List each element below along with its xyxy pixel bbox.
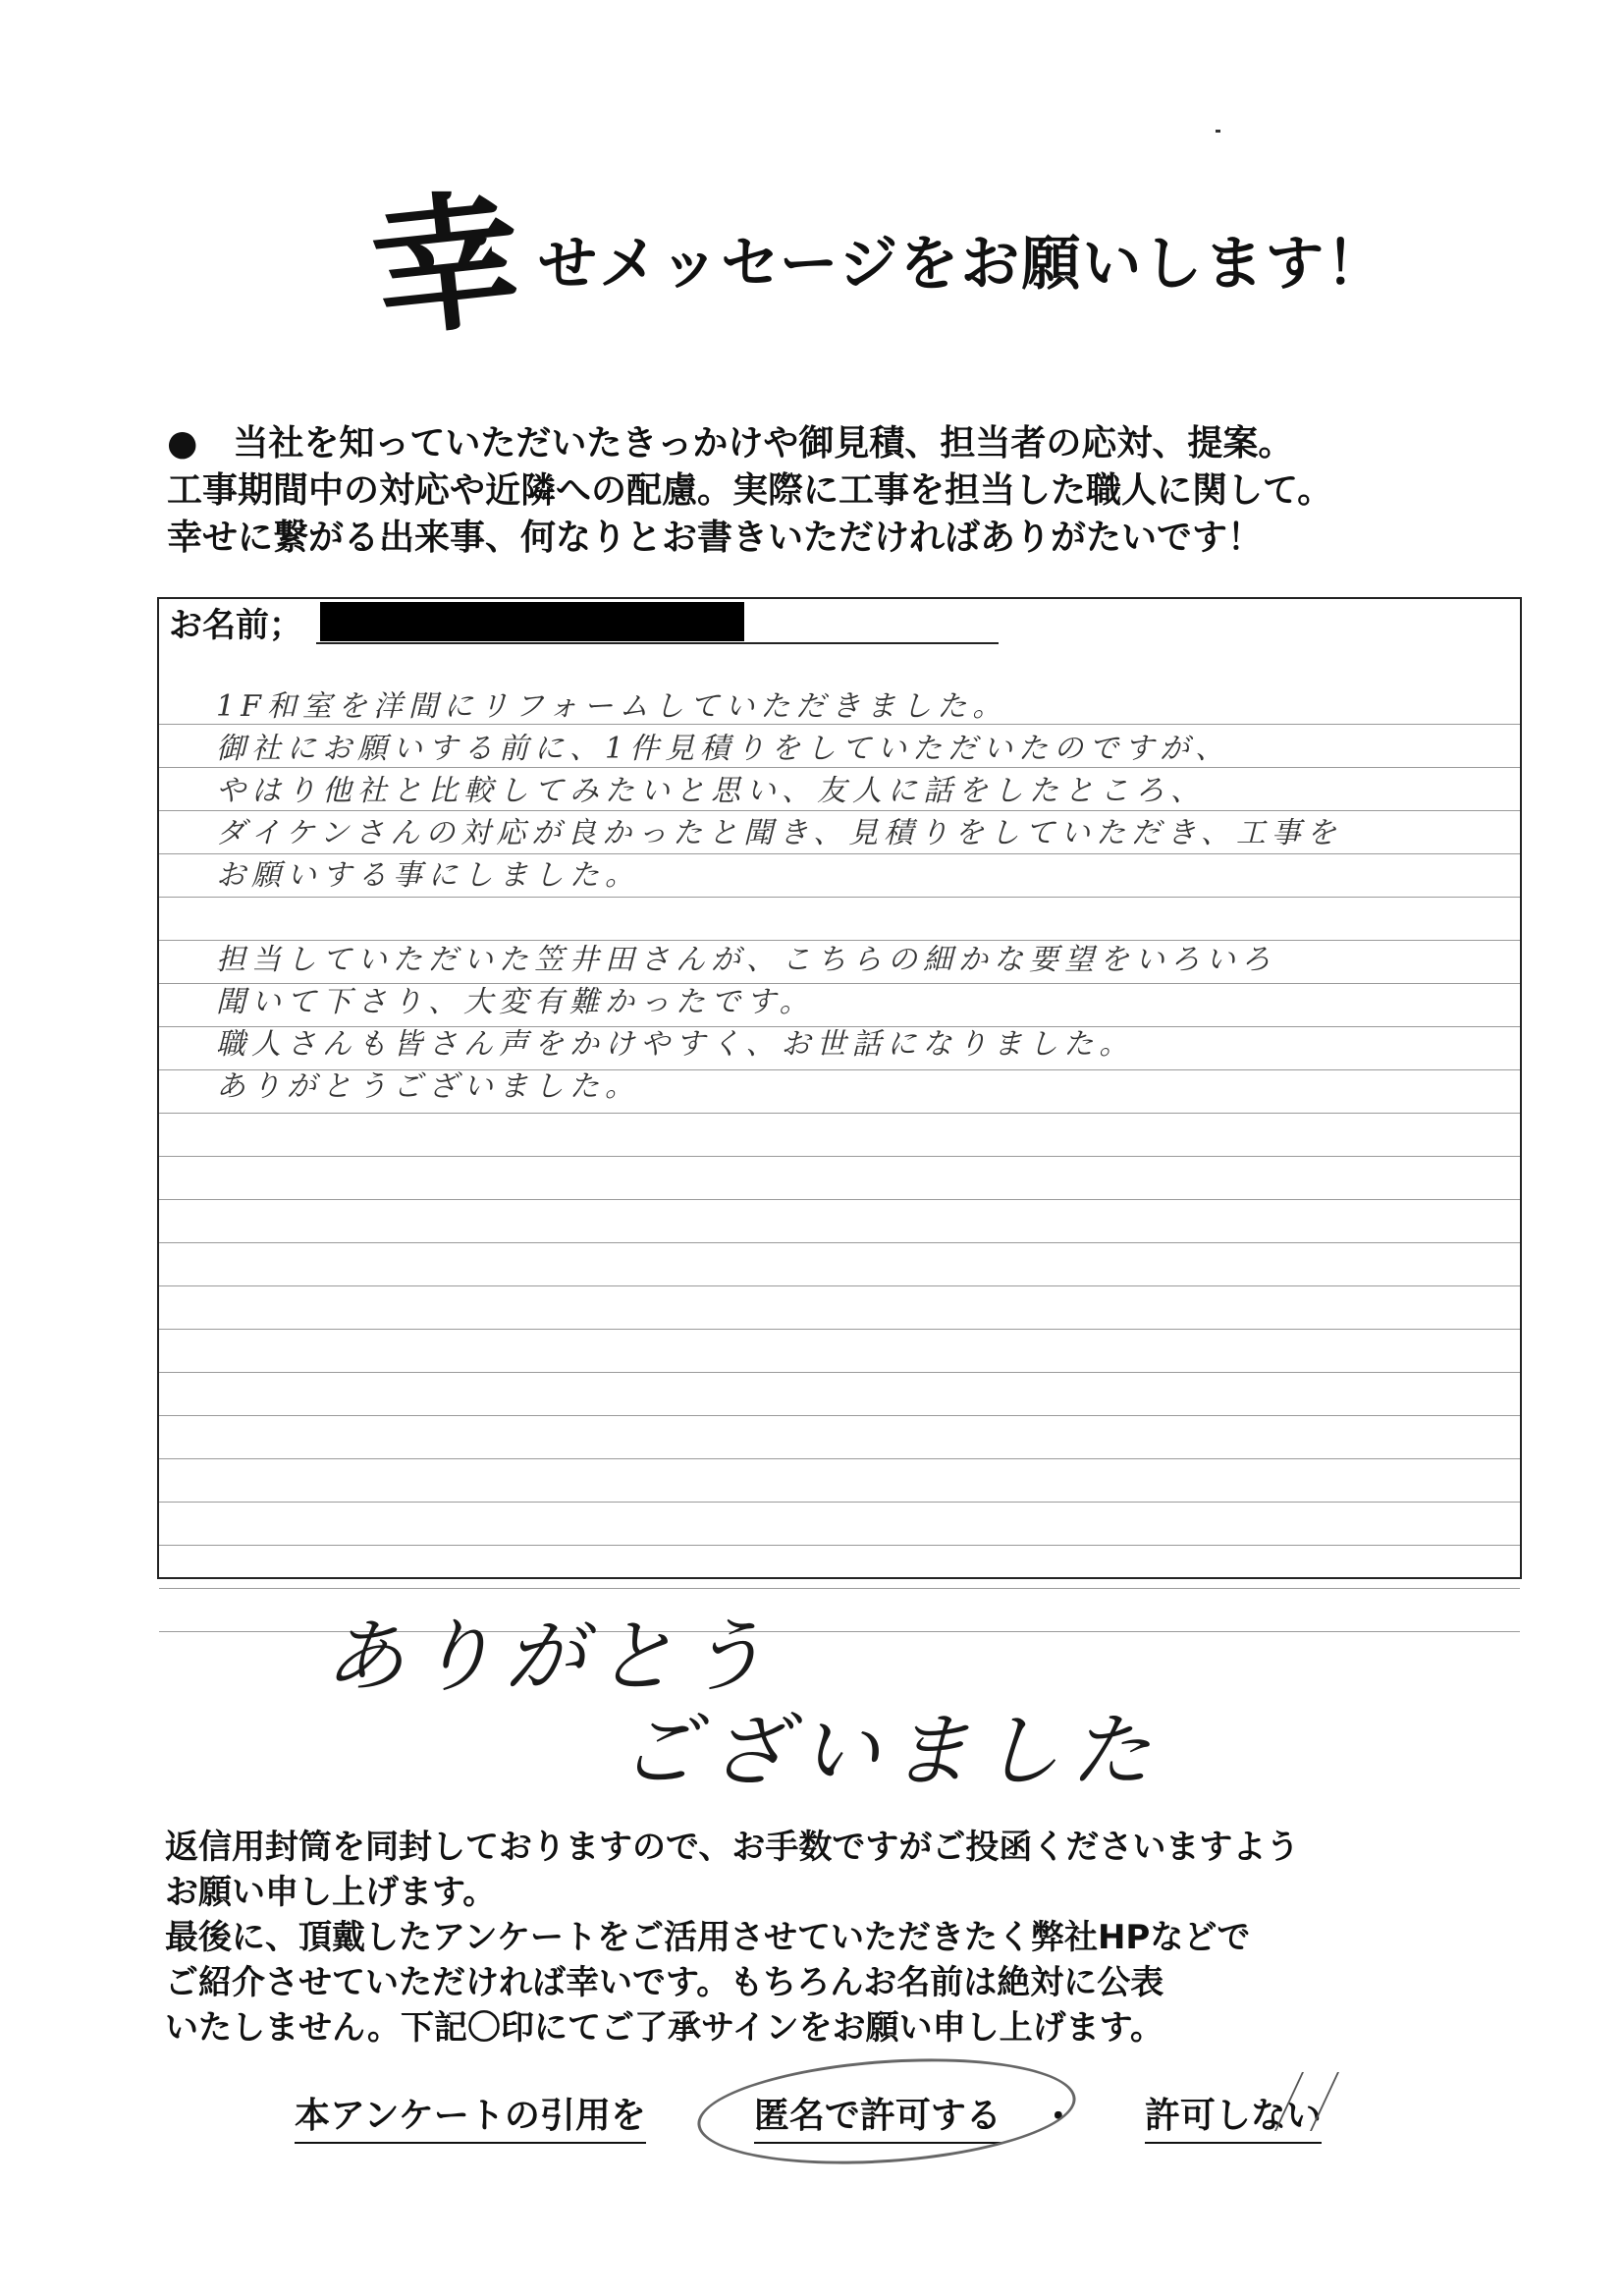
- intro-text: [167, 420, 1332, 562]
- consent-option-allow-anonymous[interactable]: 匿名で許可する: [754, 2088, 1001, 2144]
- thank-you-line-2: ございました: [619, 1705, 1161, 1798]
- closing-text: [165, 1825, 1299, 2050]
- page-title: [364, 171, 1387, 359]
- handwritten-message: [216, 685, 1342, 1108]
- thank-you-line-1: ありがとう: [324, 1611, 776, 1704]
- message-box: [157, 597, 1522, 1579]
- thank-you-handwritten: [324, 1611, 1161, 1799]
- message-line: ダイケンさんの対応が良かったと聞き、見積りをしていただき、工事を: [216, 816, 1342, 850]
- intro-line: ● 当社を知っていただいたきっかけや御見積、担当者の応対、提案。: [167, 423, 1294, 464]
- name-row: [159, 599, 744, 644]
- closing-line: お願い申し上げます。: [165, 1873, 497, 1912]
- title-text: せメッセージをお願いします！: [538, 230, 1387, 299]
- message-line: 職人さんも皆さん声をかけやすく、お世話になりました。: [216, 1027, 1135, 1062]
- consent-option-deny[interactable]: 許可しない: [1145, 2088, 1322, 2144]
- stray-mark: [1216, 130, 1220, 133]
- consent-row: [295, 2088, 1322, 2144]
- title-brush-kanji: 幸: [364, 171, 529, 359]
- message-line: 担当していただいた笠井田さんが、こちらの細かな要望をいろいろ: [216, 943, 1276, 977]
- message-line: 御社にお願いする前に、1件見積りをしていただいたのですが、: [216, 732, 1231, 766]
- consent-separator: ・: [1040, 2097, 1076, 2137]
- message-line: 聞いて下さり、大変有難かったです。: [216, 985, 815, 1019]
- name-underline: [316, 642, 999, 644]
- closing-line: 返信用封筒を同封しておりますので、お手数ですがご投函くださいますよう: [165, 1828, 1300, 1867]
- message-line: ありがとうございました。: [216, 1069, 640, 1104]
- closing-line: 最後に、頂戴したアンケートをご活用させていただきたく弊社HPなどで: [165, 1918, 1251, 1957]
- message-line: お願いする事にしました。: [216, 858, 640, 893]
- intro-line: 工事期間中の対応や近隣への配慮。実際に工事を担当した職人に関して。: [167, 470, 1333, 511]
- closing-line: いたしません。下記〇印にてご了承サインをお願い申し上げます。: [165, 2008, 1163, 2048]
- name-redaction: [320, 602, 744, 641]
- intro-line: 幸せに繋がる出来事、何なりとお書きいただければありがたいです！: [167, 518, 1264, 558]
- consent-lead: 本アンケートの引用を: [295, 2088, 646, 2144]
- message-line: やはり他社と比較してみたいと思い、友人に話をしたところ、: [216, 774, 1206, 808]
- message-line: 1F和室を洋間にリフォームしていただきました。: [216, 689, 1008, 724]
- bullet-icon: ●: [167, 423, 198, 464]
- name-label: お名前；: [169, 605, 302, 645]
- closing-line: ご紹介させていただければ幸いです。もちろんお名前は絶対に公表: [165, 1963, 1164, 2002]
- message-line: [216, 897, 1342, 939]
